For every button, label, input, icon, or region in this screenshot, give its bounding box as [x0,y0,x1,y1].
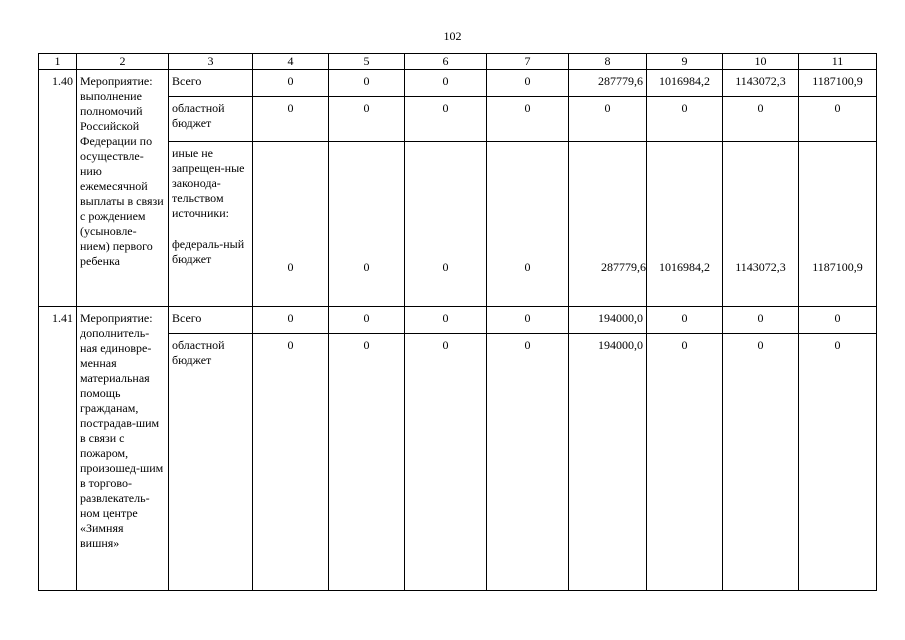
value-cell [253,142,329,307]
header-cell: 7 [487,54,569,70]
table-row [39,70,877,97]
row-index: 1.41 [39,307,77,591]
value: 1187100,9 [812,260,863,274]
header-cell: 11 [799,54,877,70]
funding-source: областной бюджет [169,97,253,142]
value: 287779,6 [601,260,646,274]
value: 0 [442,260,449,274]
funding-source: Всего [169,70,253,97]
value-cell: 0 [799,334,877,591]
budget-table [38,53,877,591]
value: 0 [363,260,370,274]
value-cell: 0 [253,307,329,334]
value-cell [799,142,877,307]
value-cell: 0 [405,307,487,334]
row-description: Мероприятие: выполнение полномочий Российской Федерации по осуществле-нию ежемесячной выплаты в связи с рождением (усыновле-нием) первого ребенка [77,70,169,307]
value-cell: 0 [723,334,799,591]
row-index: 1.40 [39,70,77,307]
value-cell: 1016984,2 [647,70,723,97]
table-row [39,307,877,334]
header-cell: 4 [253,54,329,70]
row-description: Мероприятие: дополнитель-ная единовре-менная материальная помощь гражданам, пострадав-шим в связи с пожаром, произошед-шим в торгово-развлекатель-ном центре «Зимняя вишня» [77,307,169,591]
value-cell: 194000,0 [569,334,647,591]
value-cell [723,142,799,307]
value: 0 [524,260,531,274]
header-cell: 2 [77,54,169,70]
funding-source [169,142,253,307]
funding-source: Всего [169,307,253,334]
header-row [39,54,877,70]
funding-source-federal: федераль-ный бюджет [172,237,245,266]
funding-source-other: иные не запрещен-ные законода-тельством источники: [172,146,245,220]
value-cell: 0 [647,307,723,334]
value-cell: 0 [487,307,569,334]
value-cell: 0 [647,334,723,591]
value-cell: 0 [723,97,799,142]
value-cell [329,142,405,307]
header-cell: 9 [647,54,723,70]
value-cell: 287779,6 [569,70,647,97]
value-cell: 0 [329,70,405,97]
value-cell: 0 [487,70,569,97]
value-cell: 0 [569,97,647,142]
value-cell [647,142,723,307]
value-cell: 1187100,9 [799,70,877,97]
header-cell: 8 [569,54,647,70]
value-cell: 1143072,3 [723,70,799,97]
value-cell: 0 [329,307,405,334]
header-cell: 5 [329,54,405,70]
funding-source: областной бюджет [169,334,253,591]
value-cell: 0 [647,97,723,142]
value-cell: 0 [405,334,487,591]
header-cell: 1 [39,54,77,70]
value-cell: 0 [723,307,799,334]
value-cell: 0 [253,97,329,142]
value-cell: 0 [799,307,877,334]
value-cell: 0 [329,97,405,142]
value-cell: 194000,0 [569,307,647,334]
value-cell: 0 [329,334,405,591]
header-cell: 10 [723,54,799,70]
value: 1016984,2 [659,260,710,274]
value-cell: 0 [253,70,329,97]
value-cell: 0 [253,334,329,591]
header-cell: 6 [405,54,487,70]
header-cell: 3 [169,54,253,70]
value: 1143072,3 [735,260,786,274]
value-cell: 0 [405,97,487,142]
value-cell [569,142,647,307]
value-cell: 0 [487,97,569,142]
value-cell: 0 [405,70,487,97]
value-cell [405,142,487,307]
value-cell: 0 [487,334,569,591]
value: 0 [287,260,294,274]
value-cell: 0 [799,97,877,142]
value-cell [487,142,569,307]
page-number: 102 [443,29,462,43]
